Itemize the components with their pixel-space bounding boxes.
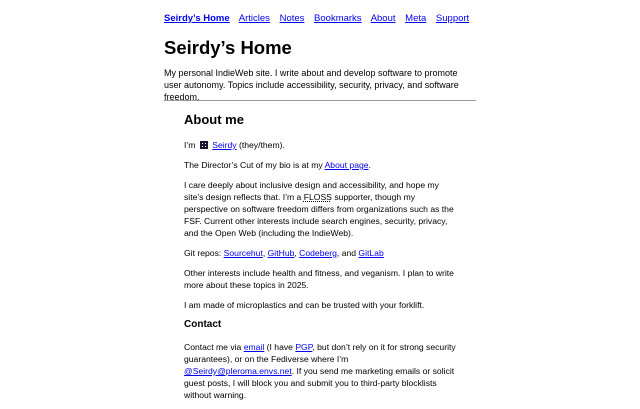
github-link[interactable]: GitHub bbox=[267, 248, 295, 258]
site-tagline: My personal IndieWeb site. I write about and develop software to promote user autonomy. Topics include accessibility, security, privacy, and software freedom. bbox=[164, 68, 459, 102]
nav-link-about[interactable]: About bbox=[370, 13, 396, 24]
intro-prefix: I’m bbox=[184, 140, 196, 150]
contact-part1: Contact me via bbox=[184, 342, 242, 352]
repos-and: and bbox=[341, 248, 357, 258]
contact-paragraph bbox=[184, 341, 460, 401]
email-link[interactable]: email bbox=[243, 342, 265, 352]
site-nav bbox=[164, 13, 476, 24]
repos-paragraph: Git repos: Sourcehut, GitHub, Codeberg, and GitLab bbox=[184, 248, 384, 258]
fediverse-link[interactable]: @Seirdy@pleroma.envs.net bbox=[184, 366, 292, 376]
care-part1: I care deeply about inclusive design and accessibility, and hope my site’s design reflects that. I’m a bbox=[184, 180, 439, 202]
about-heading: About me bbox=[184, 112, 244, 127]
contact-heading: Contact bbox=[184, 319, 222, 330]
pgp-link[interactable]: PGP bbox=[295, 342, 313, 352]
bio-prefix: The Director’s Cut of my bio is at my bbox=[184, 160, 323, 170]
care-part2: supporter, though my perspective on software freedom differs from organizations such as the FSF. Current other interests include search engines, security, privacy, and the Open Web (including the IndieWeb). bbox=[184, 192, 454, 238]
header-divider bbox=[164, 100, 476, 101]
gitlab-link[interactable]: GitLab bbox=[358, 248, 384, 258]
microplastics-paragraph: I am made of microplastics and can be trusted with your forklift. bbox=[184, 300, 425, 310]
care-paragraph bbox=[184, 179, 460, 239]
pronouns-text: (they/them). bbox=[239, 140, 285, 150]
nav-link-notes[interactable]: Notes bbox=[279, 13, 305, 24]
codeberg-link[interactable]: Codeberg bbox=[299, 248, 337, 258]
about-page-link[interactable]: About page bbox=[324, 160, 369, 170]
intro-paragraph bbox=[184, 139, 460, 151]
page-title: Seirdy’s Home bbox=[164, 37, 292, 58]
repos-prefix: Git repos: bbox=[184, 248, 222, 258]
nav-link-home[interactable]: Seirdy’s Home bbox=[164, 13, 230, 24]
sourcehut-link[interactable]: Sourcehut bbox=[223, 248, 263, 258]
contact-part2: (I have bbox=[266, 342, 293, 352]
nav-link-meta[interactable]: Meta bbox=[405, 13, 427, 24]
about-section bbox=[184, 112, 460, 409]
seirdy-link[interactable]: Seirdy bbox=[212, 140, 237, 150]
floss-abbr[interactable]: FLOSS bbox=[303, 192, 332, 202]
nav-link-articles[interactable]: Articles bbox=[238, 13, 270, 24]
interests-paragraph: Other interests include health and fitness, and veganism. I plan to write more about these topics in 2025. bbox=[184, 268, 454, 290]
contact-part4: . If you send me marketing emails or solicit guest posts, I will block you and submit you to third-party blocklists without warning. bbox=[184, 366, 455, 400]
nav-link-bookmarks[interactable]: Bookmarks bbox=[314, 13, 362, 24]
nav-link-support[interactable]: Support bbox=[435, 13, 470, 24]
avatar-icon bbox=[200, 141, 208, 149]
contact-part3: , but don’t rely on it for strong security guarantees), or on the Fediverse where I’m bbox=[184, 342, 456, 364]
bio-suffix: . bbox=[368, 160, 371, 170]
bio-paragraph bbox=[184, 159, 460, 171]
